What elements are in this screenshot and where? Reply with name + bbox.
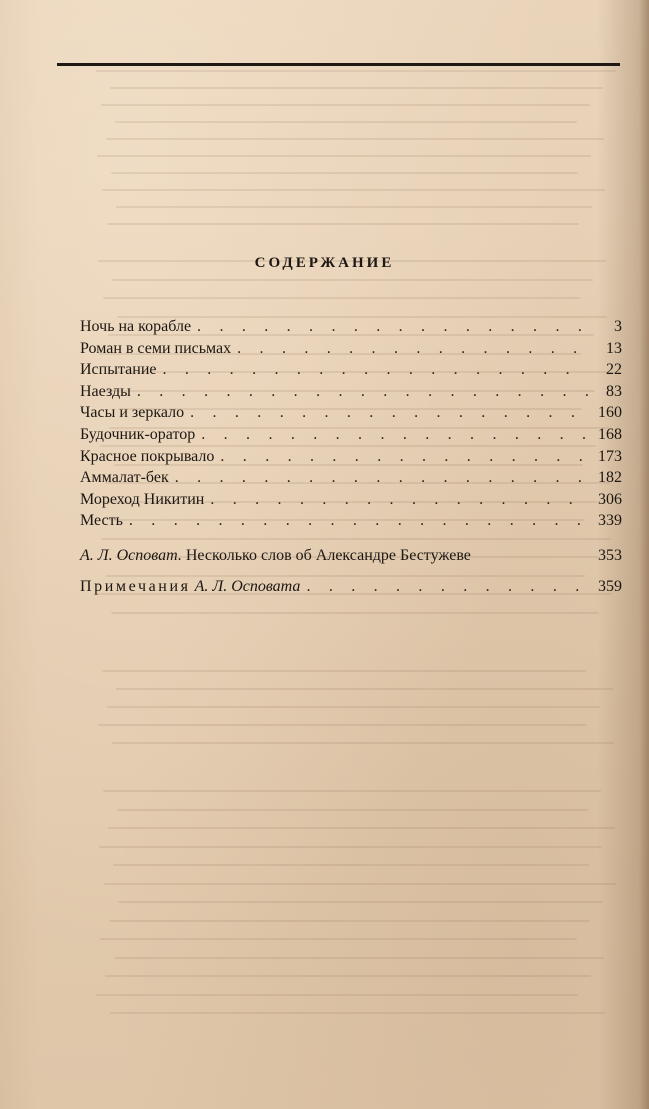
show-through-line bbox=[117, 809, 588, 811]
toc-entry bbox=[80, 404, 622, 426]
toc-title: Месть bbox=[80, 512, 123, 530]
notes-author: А. Л. Осповата bbox=[194, 577, 301, 595]
toc-page: 13 bbox=[606, 339, 622, 357]
show-through-line bbox=[104, 883, 616, 885]
show-through-line bbox=[102, 189, 605, 191]
toc-page: 306 bbox=[598, 490, 622, 508]
toc-page: 339 bbox=[598, 512, 622, 530]
dot-leader bbox=[210, 491, 588, 509]
show-through-line bbox=[111, 172, 578, 174]
toc-entry bbox=[80, 448, 622, 470]
dot-leader bbox=[197, 318, 588, 336]
show-through-line bbox=[116, 688, 613, 690]
show-through-line bbox=[101, 104, 590, 106]
toc-entry bbox=[80, 361, 622, 383]
toc-entry bbox=[80, 469, 622, 491]
toc-entry bbox=[80, 383, 622, 405]
toc-title: Аммалат-бек bbox=[80, 469, 169, 487]
show-through-line bbox=[111, 612, 599, 614]
show-through-line bbox=[115, 121, 577, 123]
page-edge-shadow bbox=[639, 0, 649, 1109]
notes-entry bbox=[80, 578, 622, 600]
toc-title: Ночь на корабле bbox=[80, 318, 192, 335]
afterword-entry bbox=[80, 547, 622, 569]
toc-title: Роман в семи письмах bbox=[80, 339, 232, 357]
toc-title: Испытание bbox=[80, 361, 157, 379]
show-through-line bbox=[102, 670, 586, 672]
toc-page: 22 bbox=[606, 361, 622, 379]
contents-heading: СОДЕРЖАНИЕ bbox=[254, 255, 395, 271]
show-through-line bbox=[96, 70, 616, 72]
toc-entry bbox=[80, 491, 622, 513]
show-through-line bbox=[109, 920, 590, 922]
show-through-line bbox=[118, 901, 603, 903]
show-through-line bbox=[103, 297, 580, 299]
dot-leader bbox=[175, 469, 588, 487]
show-through-line bbox=[107, 706, 600, 708]
notes-page: 359 bbox=[598, 577, 622, 595]
toc-page: 3 bbox=[614, 318, 622, 335]
show-through-line bbox=[105, 975, 591, 977]
show-through-line bbox=[110, 87, 603, 89]
show-through-line bbox=[112, 279, 593, 281]
show-through-line bbox=[116, 206, 592, 208]
dot-leader bbox=[306, 578, 588, 596]
toc-page: 173 bbox=[598, 447, 622, 465]
toc-entry bbox=[80, 512, 622, 534]
dot-leader bbox=[137, 383, 588, 401]
top-rule bbox=[57, 63, 620, 66]
show-through-line bbox=[96, 994, 578, 996]
dot-leader bbox=[220, 448, 588, 466]
toc-title: Мореход Никитин bbox=[80, 490, 205, 508]
show-through-line bbox=[107, 223, 579, 225]
afterword-page: 353 bbox=[598, 546, 622, 564]
table-of-contents bbox=[80, 318, 622, 599]
show-through-line bbox=[99, 846, 602, 848]
afterword-title: Несколько слов об Александре Бестужеве bbox=[185, 546, 471, 564]
toc-page: 160 bbox=[598, 404, 622, 422]
toc-entry bbox=[80, 426, 622, 448]
show-through-line bbox=[110, 1012, 605, 1014]
show-through-line bbox=[112, 742, 614, 744]
toc-title: Часы и зеркало bbox=[80, 404, 185, 422]
toc-title: Будочник-оратор bbox=[80, 425, 196, 443]
dot-leader bbox=[190, 404, 588, 422]
show-through-line bbox=[114, 957, 604, 959]
toc-title: Красное покрывало bbox=[80, 447, 215, 465]
notes-title: Примечания bbox=[80, 577, 191, 595]
show-through-line bbox=[108, 827, 615, 829]
dot-leader bbox=[237, 340, 588, 358]
toc-page: 83 bbox=[606, 382, 622, 400]
show-through-line bbox=[97, 155, 591, 157]
toc-page: 168 bbox=[598, 425, 622, 443]
toc-entry bbox=[80, 340, 622, 362]
dot-leader bbox=[129, 512, 588, 530]
toc-title: Наезды bbox=[80, 382, 131, 400]
show-through-line bbox=[103, 790, 601, 792]
toc-page: 182 bbox=[598, 469, 622, 487]
dot-leader bbox=[201, 426, 588, 444]
dot-leader bbox=[162, 361, 588, 379]
show-through-line bbox=[100, 938, 577, 940]
show-through-line bbox=[113, 864, 589, 866]
show-through-line bbox=[98, 724, 587, 726]
afterword-author: А. Л. Осповат. bbox=[80, 546, 182, 564]
toc-entry bbox=[80, 318, 622, 340]
show-through-line bbox=[106, 138, 604, 140]
